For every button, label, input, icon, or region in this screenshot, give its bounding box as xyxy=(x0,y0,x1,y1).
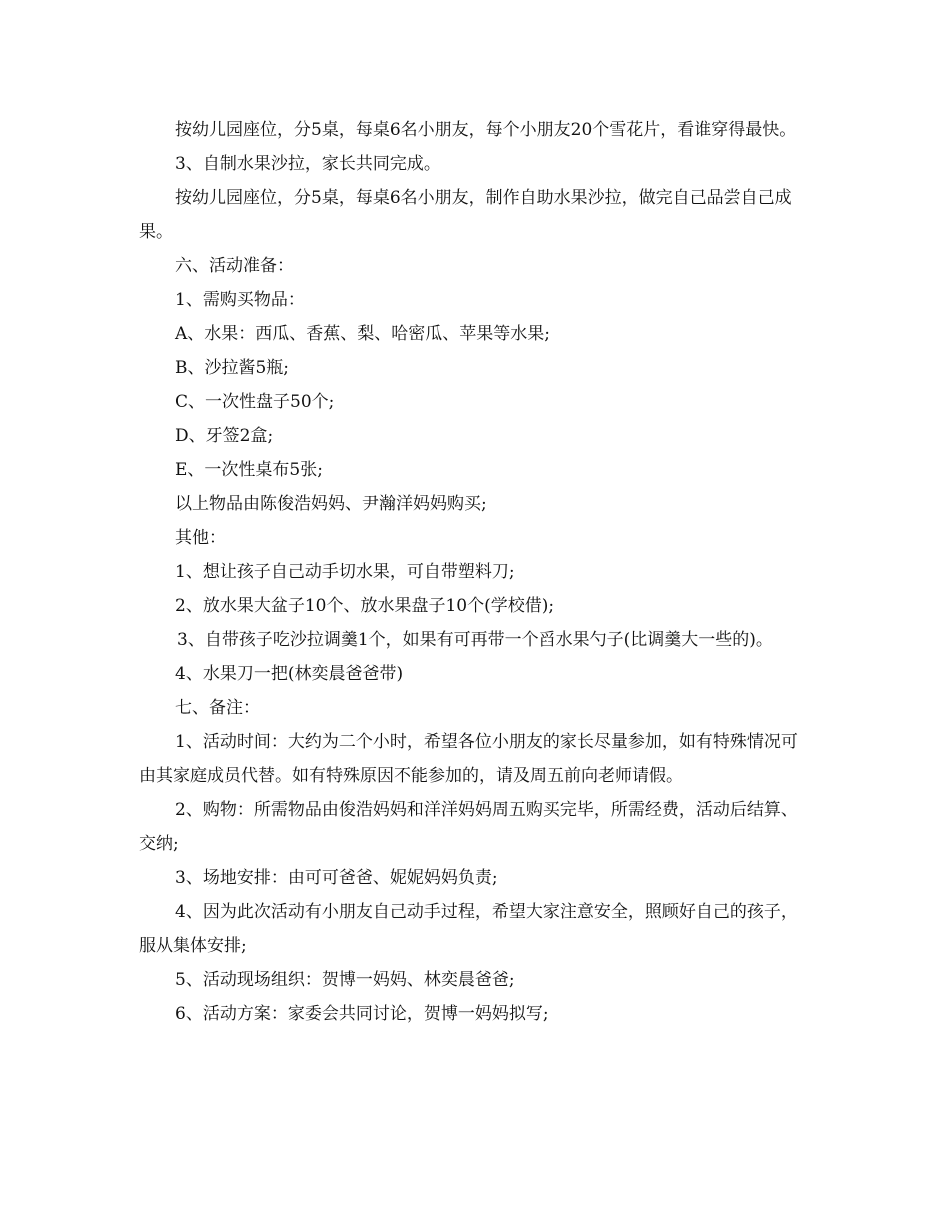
list-heading-purchase-items: 1、需购买物品： xyxy=(175,290,305,310)
list-item-fruit: A、水果：西瓜、香蕉、梨、哈密瓜、苹果等水果; xyxy=(175,324,551,344)
list-item-tablecloth: E、一次性桌布5张; xyxy=(175,460,323,480)
note-venue-arrangement: 3、场地安排：由可可爸爸、妮妮妈妈负责; xyxy=(175,868,498,888)
list-item-plastic-knife: 1、想让孩子自己动手切水果，可自带塑料刀; xyxy=(175,562,515,582)
paragraph-purchasers: 以上物品由陈俊浩妈妈、尹瀚洋妈妈购买; xyxy=(175,494,487,514)
note-onsite-organization: 5、活动现场组织：贺博一妈妈、林奕晨爸爸; xyxy=(175,970,515,990)
list-item-toothpicks: D、牙签2盒; xyxy=(175,426,274,446)
paragraph-fruit-salad-title: 3、自制水果沙拉，家长共同完成。 xyxy=(175,154,441,174)
paragraph-activity-snowflake-rules: 按幼儿园座位，分5桌，每桌6名小朋友，每个小朋友20个雪花片，看谁穿得最快。 xyxy=(175,120,797,140)
note-safety: 4、因为此次活动有小朋友自己动手过程，希望大家注意安全，照顾好自己的孩子，服从集体安排; xyxy=(139,902,798,956)
list-item-fruit-knife: 4、水果刀一把(林奕晨爸爸带) xyxy=(175,664,404,684)
list-item-salad-dressing: B、沙拉酱5瓶; xyxy=(175,358,290,378)
note-shopping: 2、购物：所需物品由俊浩妈妈和洋洋妈妈周五购买完毕，所需经费，活动后结算、交纳; xyxy=(139,800,798,854)
section-heading-preparation: 六、活动准备： xyxy=(175,256,294,276)
document-body xyxy=(139,113,814,1031)
note-activity-plan: 6、活动方案：家委会共同讨论，贺博一妈妈拟写; xyxy=(175,1004,549,1024)
section-heading-notes: 七、备注： xyxy=(175,698,260,718)
list-item-basins-plates: 2、放水果大盆子10个、放水果盘子10个(学校借); xyxy=(175,596,555,616)
list-item-spoons: 3、自带孩子吃沙拉调羹1个，如果有可再带一个舀水果勺子(比调羹大一些的)。 xyxy=(177,630,773,650)
note-activity-time: 1、活动时间：大约为二个小时，希望各位小朋友的家长尽量参加，如有特殊情况可由其家庭成员代替。如有特殊原因不能参加的，请及周五前向老师请假。 xyxy=(139,732,798,786)
list-heading-other: 其他： xyxy=(175,528,226,548)
list-item-plates: C、一次性盘子50个; xyxy=(175,392,335,412)
paragraph-fruit-salad-rules: 按幼儿园座位，分5桌，每桌6名小朋友，制作自助水果沙拉，做完自己品尝自己成果。 xyxy=(139,188,792,242)
